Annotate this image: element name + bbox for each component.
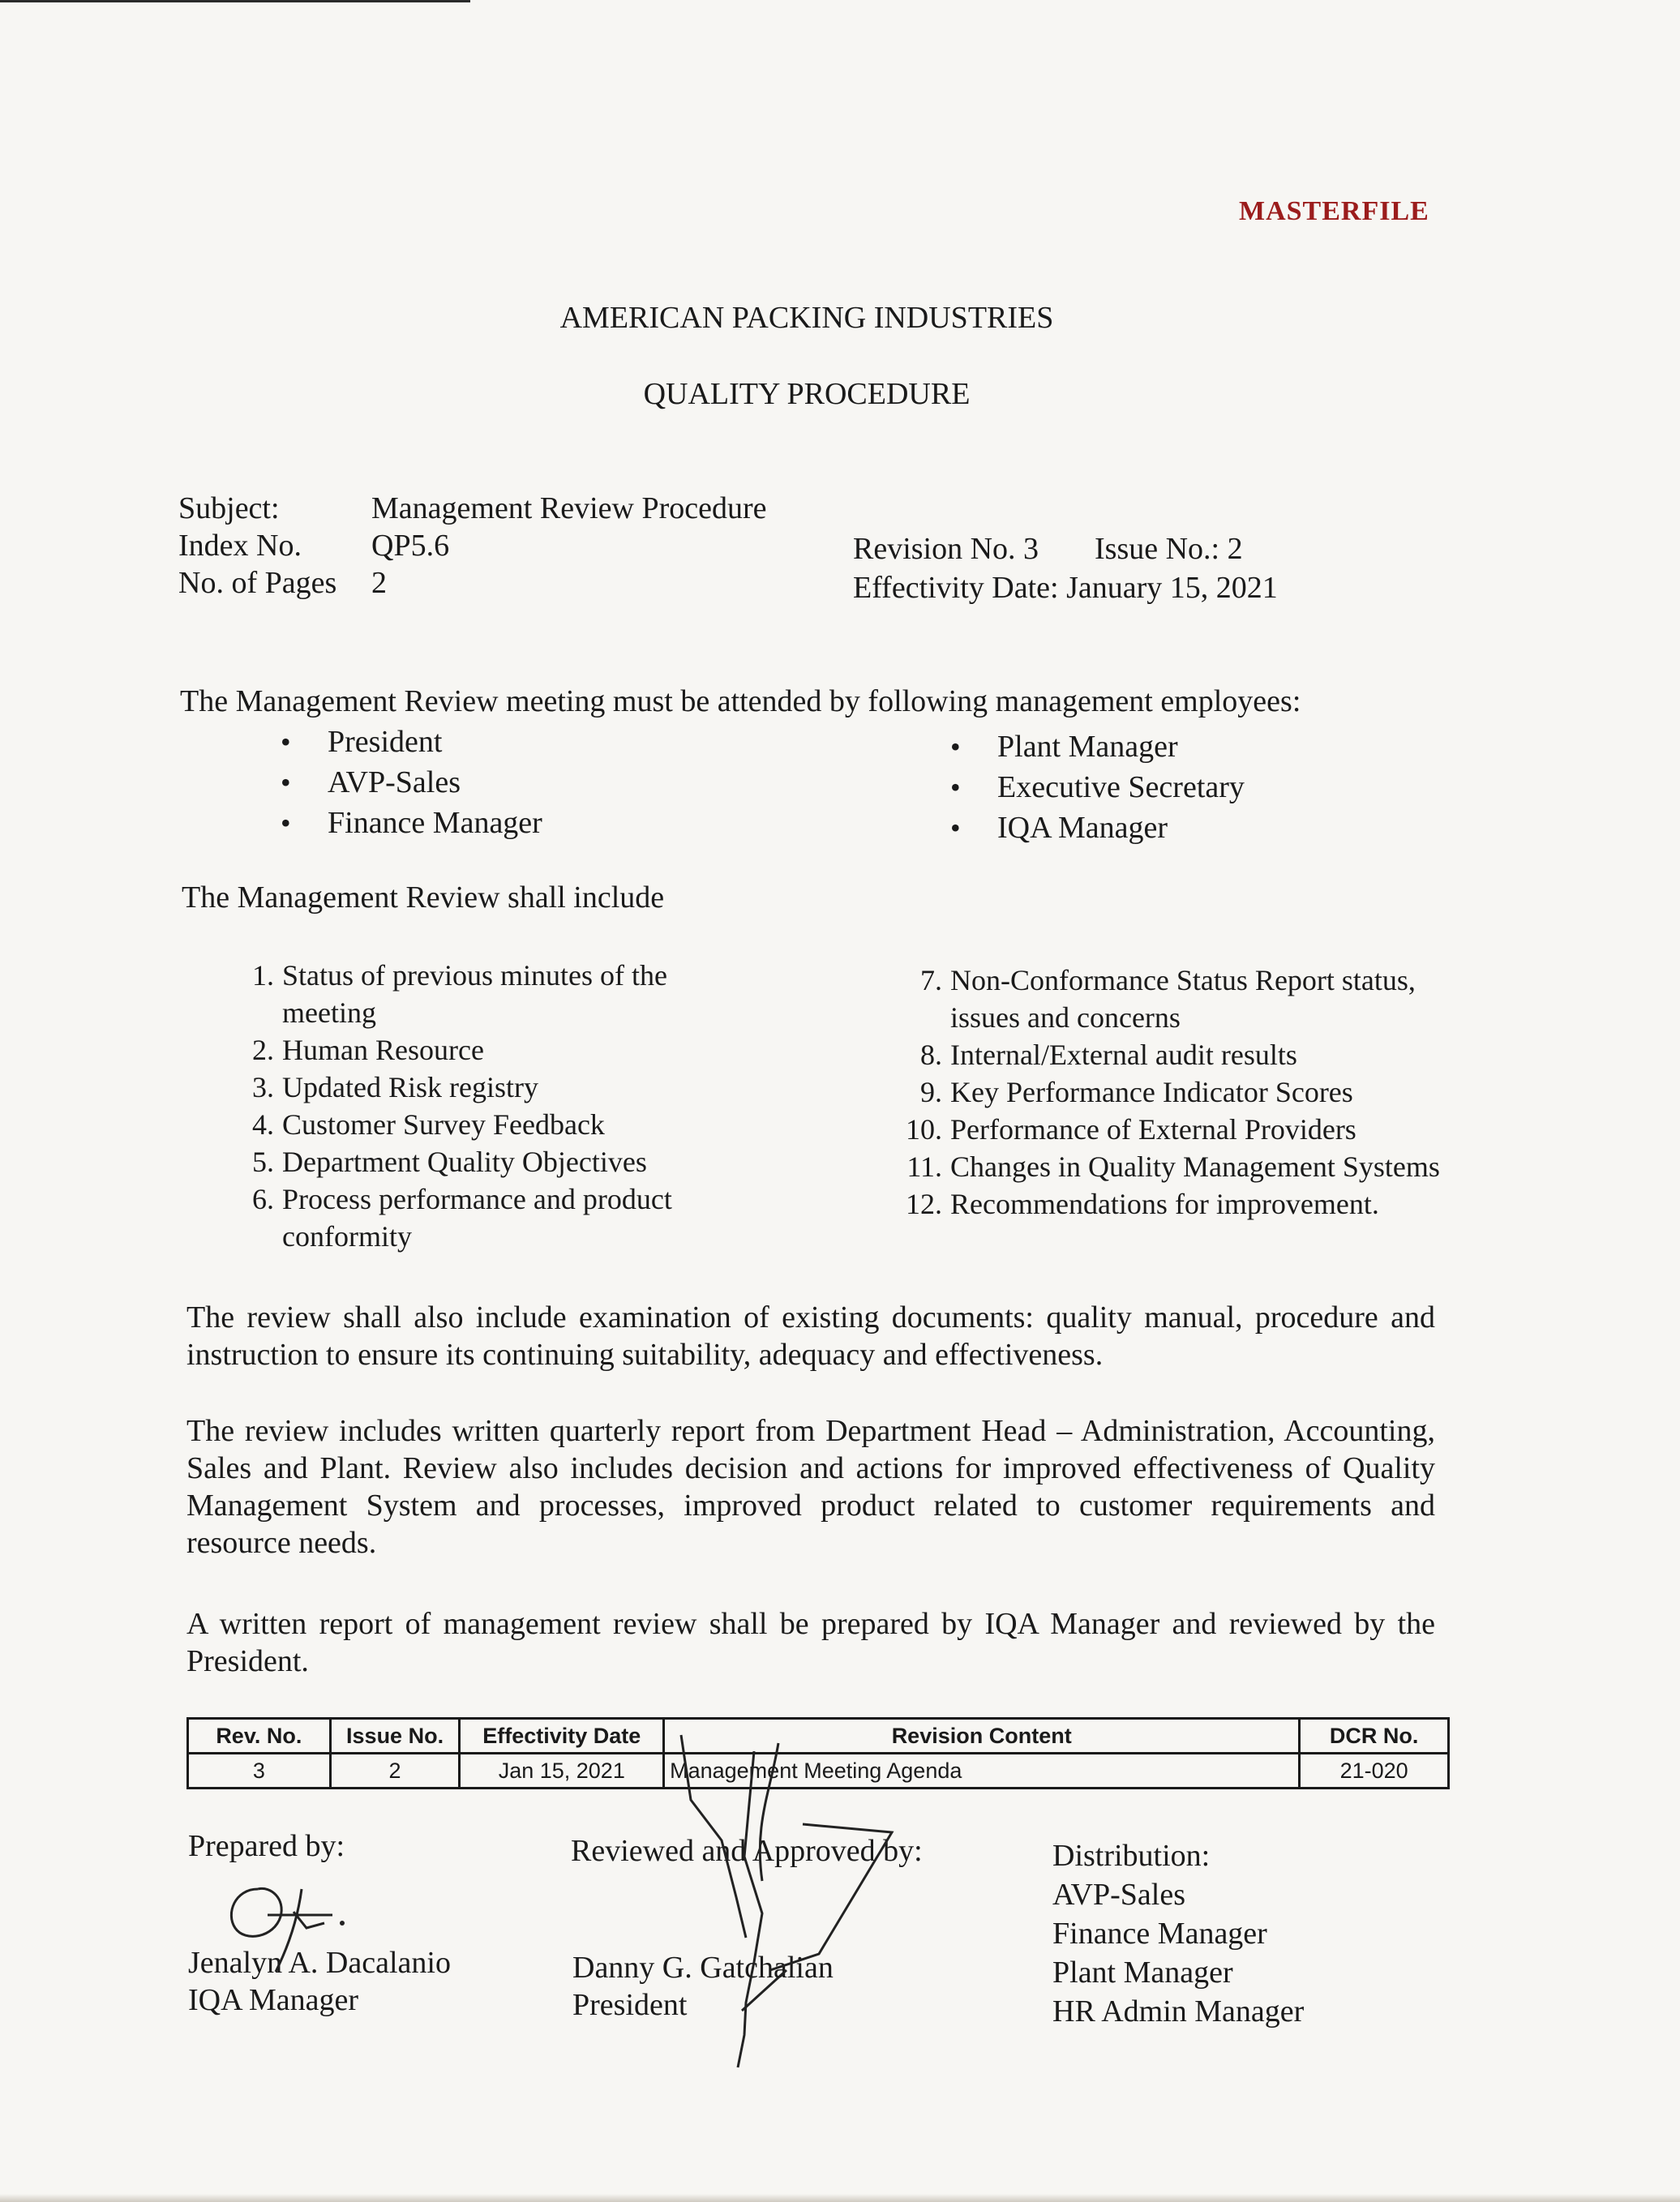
column-header: Effectivity Date — [460, 1719, 664, 1754]
attendees-list-left — [281, 722, 848, 843]
column-header: Issue No. — [330, 1719, 460, 1754]
column-header: Rev. No. — [188, 1719, 331, 1754]
prepared-by-signature — [211, 1865, 373, 1978]
review-item: 10. Performance of External Providers — [906, 1113, 1356, 1146]
subject-label: Subject: — [178, 491, 280, 525]
index-label: Index No. — [178, 529, 302, 563]
review-item: 1. Status of previous minutes of the meeting — [252, 959, 667, 1029]
attendee-item: • IQA Manager — [950, 808, 1518, 848]
review-item: 12. Recommendations for improvement. — [906, 1188, 1379, 1220]
page-edge-shadow — [0, 0, 470, 2]
pages-label: No. of Pages — [178, 566, 337, 600]
prepared-by-label: Prepared by: — [188, 1829, 345, 1863]
review-item: 6. Process performance and product conformity — [252, 1183, 672, 1253]
issue-number: Issue No.: 2 — [1095, 532, 1243, 566]
table-cell: 21-020 — [1300, 1754, 1449, 1789]
review-item: 3. Updated Risk registry — [252, 1071, 538, 1103]
attendees-intro: The Management Review meeting must be attended by following management employees: — [180, 684, 1301, 718]
distribution-item: HR Admin Manager — [1052, 1994, 1305, 2028]
page-bottom-edge — [0, 2194, 1680, 2202]
masterfile-stamp: MASTERFILE — [1239, 196, 1429, 226]
review-item: 4. Customer Survey Feedback — [252, 1108, 605, 1141]
company-name: AMERICAN PACKING INDUSTRIES — [559, 301, 1054, 335]
review-item: 9. Key Performance Indicator Scores — [920, 1076, 1353, 1108]
attendee-item: • Finance Manager — [281, 803, 848, 843]
effectivity-date: Effectivity Date: January 15, 2021 — [853, 571, 1278, 605]
paragraph-written-report: A written report of management review shall be prepared by IQA Manager and reviewed by the President. — [186, 1607, 1435, 1678]
review-item: 7. Non-Conformance Status Report status, issues and concerns — [920, 964, 1416, 1034]
review-item: 2. Human Resource — [252, 1034, 484, 1066]
attendee-item: • President — [281, 722, 848, 762]
subject-value: Management Review Procedure — [371, 491, 767, 525]
attendee-item: • Plant Manager — [950, 726, 1518, 767]
table-cell: 3 — [188, 1754, 331, 1789]
distribution-label: Distribution: — [1052, 1839, 1211, 1873]
attendee-item: • Executive Secretary — [950, 767, 1518, 808]
column-header: Revision Content — [664, 1719, 1300, 1754]
document-type: QUALITY PROCEDURE — [643, 377, 971, 411]
reviewed-by-title: President — [572, 1988, 688, 2022]
review-items-list-left — [232, 957, 751, 1255]
paragraph-document-examination: The review shall also include examination of existing documents: quality manual, procedure and instruction to ensure its continuing suitability, adequacy and effectiveness. — [186, 1300, 1435, 1372]
prepared-by-name: Jenalyn A. Dacalanio — [188, 1946, 451, 1980]
index-value: QP5.6 — [371, 529, 450, 563]
review-items-list-right — [900, 962, 1451, 1223]
reviewed-by-name: Danny G. Gatchalian — [572, 1951, 834, 1985]
distribution-item: Plant Manager — [1052, 1956, 1233, 1990]
prepared-by-title: IQA Manager — [188, 1983, 358, 2017]
table-cell: 2 — [330, 1754, 460, 1789]
distribution-item: AVP-Sales — [1052, 1878, 1185, 1912]
table-cell: Jan 15, 2021 — [460, 1754, 664, 1789]
review-item: 5. Department Quality Objectives — [252, 1146, 647, 1178]
pages-value: 2 — [371, 566, 387, 600]
table-cell: Management Meeting Agenda — [664, 1754, 1300, 1789]
attendee-item: • AVP-Sales — [281, 762, 848, 803]
review-item: 11. Changes in Quality Management Systems — [906, 1150, 1440, 1183]
reviewed-by-signature — [632, 1727, 924, 2116]
column-header: DCR No. — [1300, 1719, 1449, 1754]
reviewed-by-label: Reviewed and Approved by: — [571, 1834, 923, 1868]
distribution-item: Finance Manager — [1052, 1917, 1267, 1951]
review-items-intro: The Management Review shall include — [182, 880, 665, 915]
revision-number: Revision No. 3 — [853, 532, 1039, 566]
review-item: 8. Internal/External audit results — [920, 1039, 1297, 1071]
paragraph-quarterly-report: The review includes written quarterly report from Department Head – Administration, Accounting, Sales and Plant. Review also includes decision and actions for improved effectiveness of Quality Management System and processes, improved product related to customer requirements and resource needs. — [186, 1414, 1435, 1560]
attendees-list-right — [950, 726, 1518, 848]
